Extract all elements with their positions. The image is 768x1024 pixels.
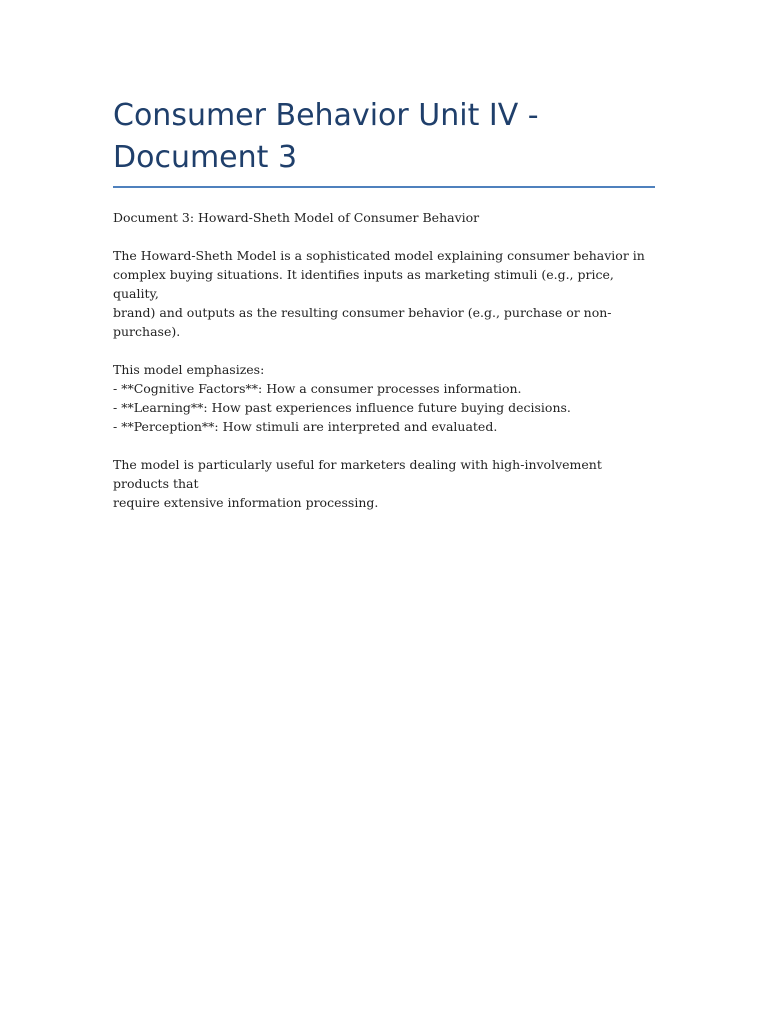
document-title: Consumer Behavior Unit IV - Document 3	[113, 98, 539, 175]
document-subtitle: Document 3: Howard-Sheth Model of Consumer Behavior	[113, 210, 480, 225]
emphasis-item: - **Cognitive Factors**: How a consumer processes information.	[113, 381, 522, 396]
document-page	[113, 95, 655, 512]
emphasis-paragraph	[113, 360, 655, 436]
intro-line: complex buying situations. It identifies inputs as marketing stimuli (e.g., price, quality,	[113, 267, 614, 301]
intro-line: The Howard-Sheth Model is a sophisticated model explaining consumer behavior in	[113, 248, 645, 263]
closing-line: require extensive information processing.	[113, 495, 379, 510]
title-divider	[113, 186, 655, 188]
intro-line: brand) and outputs as the resulting consumer behavior (e.g., purchase or non-purchase).	[113, 305, 612, 339]
emphasis-item: - **Perception**: How stimuli are interpreted and evaluated.	[113, 419, 498, 434]
intro-paragraph	[113, 246, 655, 341]
emphasis-heading: This model emphasizes:	[113, 362, 265, 377]
emphasis-item: - **Learning**: How past experiences influence future buying decisions.	[113, 400, 571, 415]
closing-paragraph	[113, 455, 655, 512]
closing-line: The model is particularly useful for marketers dealing with high-involvement products that	[113, 457, 602, 491]
